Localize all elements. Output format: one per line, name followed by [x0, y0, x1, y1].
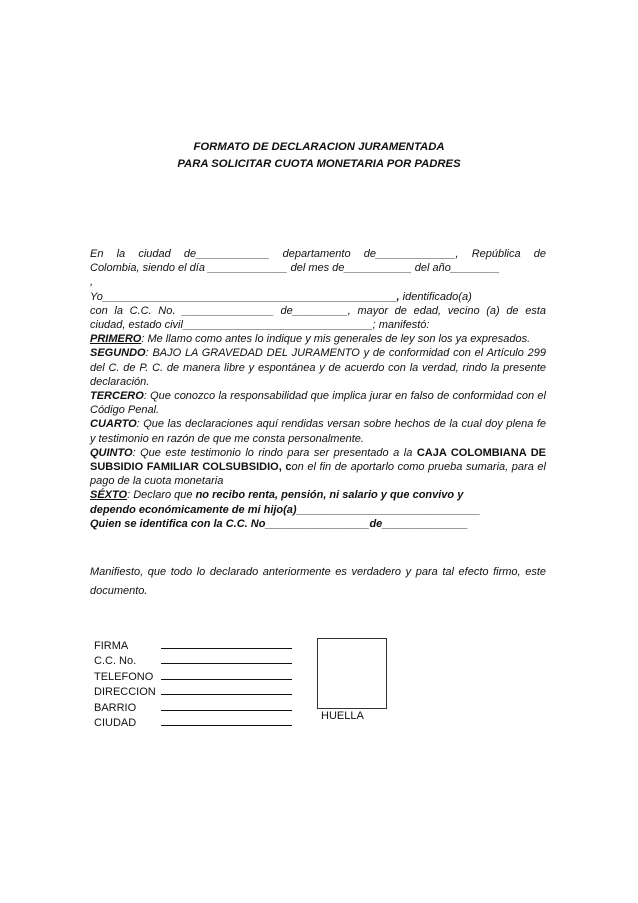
- sign-label: TELEFONO: [94, 670, 154, 683]
- cuarto-label: CUARTO: [90, 418, 137, 431]
- sign-label: FIRMA: [94, 640, 129, 652]
- clause-tercero: [90, 389, 546, 417]
- estado-civil-label: ciudad, estado civil: [90, 319, 183, 332]
- segundo-text: : BAJO LA GRAVEDAD DEL JURAMENTO y de conformidad con el Artículo 299 del C. de P. C. de manera libre y espontánea y de acuerdo con la verdad, rindo la presente declaración.: [90, 347, 546, 388]
- manifest-paragraph: Manifiesto, que todo lo declarado anteriormente es verdadero y para tal efecto firmo, este documento.: [90, 566, 546, 597]
- intro-line-2: Colombia, siendo el día _____________ del mes de___________ del año________: [90, 262, 500, 275]
- sexto-line-3: [90, 517, 546, 531]
- sexto-hijo-blank: ______________________________: [296, 503, 481, 516]
- sign-line: [161, 683, 292, 695]
- clause-cuarto: [90, 417, 546, 445]
- sexto-cc-blank: _________________: [265, 517, 370, 530]
- declaration-body: [90, 247, 546, 531]
- clause-primero: [90, 332, 546, 346]
- sign-row-telefono: [94, 668, 292, 683]
- sexto-bold-3: Quien se identifica con la C.C. No: [90, 517, 266, 530]
- document-title: [0, 139, 638, 173]
- intro-line-5: [90, 318, 546, 332]
- cuarto-text: : Que las declaraciones aquí rendidas versan sobre hechos de la cual doy plena fe y testimonio en razón de que me consta personalmente.: [90, 418, 546, 445]
- sign-row-ciudad: [94, 714, 292, 729]
- quinto-text-1: : Que este testimonio lo rindo para ser presentado a la: [132, 446, 417, 459]
- sexto-bold-4: de: [369, 517, 383, 530]
- sexto-text-1: : Declaro que: [127, 489, 196, 502]
- tercero-label: TERCERO: [90, 390, 144, 403]
- sign-row-direccion: [94, 683, 292, 698]
- quinto-text-2: on el fin de aportarlo como prueba sumaria, para el pago de la cuota monetaria: [90, 461, 546, 488]
- sexto-line-2: [90, 503, 546, 517]
- primero-text: : Me llamo como antes lo indique y mis generales de ley son los ya expresados.: [141, 333, 531, 346]
- manifesto-label: ; manifestó:: [372, 319, 430, 332]
- yo-label: Yo: [90, 290, 103, 303]
- estado-civil-blank: _______________________________: [182, 319, 373, 332]
- sign-line: [161, 668, 292, 680]
- title-line-1: FORMATO DE DECLARACION JURAMENTADA: [193, 141, 445, 153]
- clause-quinto: [90, 446, 546, 489]
- intro-line-3: [90, 290, 546, 304]
- sign-row-barrio: [94, 699, 292, 714]
- tercero-text: : Que conozco la responsabilidad que implica jurar en falso de conformidad con el Código Penal.: [90, 390, 546, 417]
- fingerprint-label: HUELLA: [321, 710, 364, 722]
- sexto-bold-1: no recibo renta, pensión, ni salario y que convivo y: [195, 489, 464, 502]
- sexto-de-blank: ______________: [382, 517, 468, 530]
- signature-block: [94, 637, 292, 729]
- yo-name-blank: ________________________________________________,: [102, 290, 400, 303]
- sign-label: C.C. No.: [94, 655, 137, 668]
- sign-row-cc: [94, 652, 292, 667]
- intro-comma: ,: [90, 276, 94, 289]
- primero-label: PRIMERO: [90, 333, 142, 346]
- clause-segundo: [90, 346, 546, 389]
- intro-line-1: En la ciudad de____________ departamento de_____________, República de: [90, 248, 546, 260]
- sign-label: CIUDAD: [94, 716, 137, 729]
- sexto-label: SÉXTO: [90, 489, 128, 502]
- identificado-label: identificado(a): [399, 290, 472, 303]
- clause-sexto: [90, 488, 546, 502]
- quinto-label: QUINTO: [90, 446, 133, 459]
- quinto-caja-name: CAJA COLOMBIANA DE SUBSIDIO FAMILIAR COLSUBSIDIO, c: [90, 446, 546, 474]
- sign-label: BARRIO: [94, 701, 137, 714]
- sign-line: [161, 699, 292, 711]
- fingerprint-box: [317, 638, 387, 709]
- intro-line-4: con la C.C. No. _______________ de_________, mayor de edad, vecino (a) de esta: [90, 304, 546, 317]
- sign-line: [161, 652, 292, 664]
- sign-row-firma: [94, 637, 292, 652]
- title-line-2: PARA SOLICITAR CUOTA MONETARIA POR PADRES: [177, 158, 461, 170]
- sign-line: [161, 714, 292, 726]
- sign-label: DIRECCION: [94, 686, 156, 699]
- sign-line: [161, 637, 292, 649]
- sexto-bold-2: dependo económicamente de mi hijo(a): [90, 503, 297, 516]
- segundo-label: SEGUNDO: [90, 347, 146, 360]
